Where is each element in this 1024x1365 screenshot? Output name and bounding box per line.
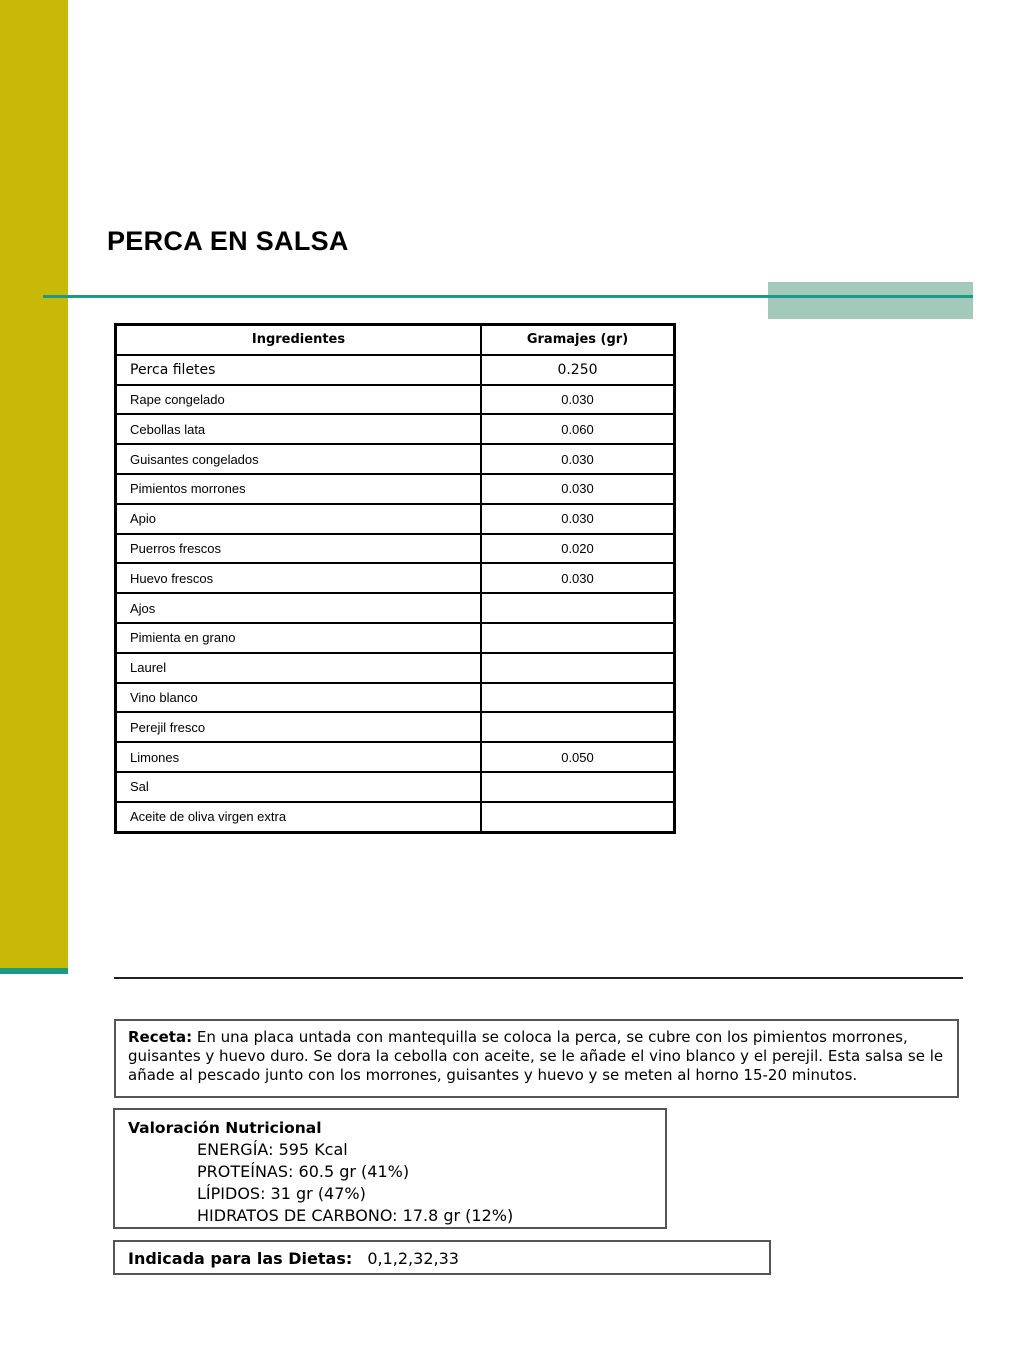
ingredients-table <box>114 323 676 834</box>
recipe-box <box>114 1019 959 1098</box>
table-row <box>116 474 675 504</box>
diets-value: 0,1,2,32,33 <box>367 1249 459 1268</box>
table-row <box>116 414 675 444</box>
ingredient-grams <box>481 712 675 742</box>
table-row <box>116 385 675 415</box>
table-row <box>116 712 675 742</box>
ingredient-name: Guisantes congelados <box>116 444 482 474</box>
ingredient-name: Apio <box>116 504 482 534</box>
sidebar-band-foot <box>0 968 68 974</box>
ingredient-name: Perejil fresco <box>116 712 482 742</box>
table-row <box>116 593 675 623</box>
table-row <box>116 355 675 385</box>
table-row <box>116 742 675 772</box>
ingredient-grams <box>481 683 675 713</box>
ingredient-grams: 0.020 <box>481 534 675 564</box>
ingredient-name: Vino blanco <box>116 683 482 713</box>
ingredient-grams <box>481 623 675 653</box>
page-title: PERCA EN SALSA <box>107 226 349 256</box>
table-row <box>116 444 675 474</box>
nutrition-box <box>113 1108 667 1229</box>
ingredient-name: Huevo frescos <box>116 563 482 593</box>
recipe-label: Receta: <box>128 1028 193 1046</box>
ingredient-name: Ajos <box>116 593 482 623</box>
ingredient-name: Perca filetes <box>116 355 482 385</box>
ingredient-name: Limones <box>116 742 482 772</box>
nutrition-energy: ENERGÍA: 595 Kcal <box>197 1140 348 1159</box>
section-divider <box>114 977 963 979</box>
nutrition-lipids: LÍPIDOS: 31 gr (47%) <box>197 1184 366 1203</box>
ingredient-name: Laurel <box>116 653 482 683</box>
diets-label: Indicada para las Dietas: <box>128 1249 353 1268</box>
ingredient-name: Rape congelado <box>116 385 482 415</box>
ingredient-grams: 0.030 <box>481 474 675 504</box>
ingredient-name: Cebollas lata <box>116 414 482 444</box>
ingredient-grams: 0.030 <box>481 444 675 474</box>
ingredient-grams <box>481 772 675 802</box>
table-row <box>116 563 675 593</box>
table-header-row <box>116 325 675 355</box>
table-row <box>116 772 675 802</box>
recipe-text: En una placa untada con mantequilla se coloca la perca, se cubre con los pimientos morrones, guisantes y huevo duro. Se dora la cebolla con aceite, se le añade el vino blanco y el perejil. Esta salsa se le añade al pescado junto con los morrones, guisantes y huevo y se meten al horno 15-20 minutos. <box>128 1028 944 1084</box>
ingredient-grams: 0.030 <box>481 504 675 534</box>
ingredient-name: Pimienta en grano <box>116 623 482 653</box>
accent-box <box>768 282 973 319</box>
ingredient-grams <box>481 593 675 623</box>
header-ingredients: Ingredientes <box>116 325 482 355</box>
diets-box <box>113 1240 771 1275</box>
ingredient-name: Pimientos morrones <box>116 474 482 504</box>
ingredient-grams: 0.030 <box>481 563 675 593</box>
ingredient-grams: 0.030 <box>481 385 675 415</box>
nutrition-label: Valoración Nutricional <box>128 1119 322 1137</box>
ingredient-grams: 0.050 <box>481 742 675 772</box>
table-row <box>116 504 675 534</box>
ingredient-grams: 0.250 <box>481 355 675 385</box>
nutrition-proteins: PROTEÍNAS: 60.5 gr (41%) <box>197 1162 410 1181</box>
nutrition-carbs: HIDRATOS DE CARBONO: 17.8 gr (12%) <box>197 1206 514 1225</box>
table-row <box>116 683 675 713</box>
header-grams: Gramajes (gr) <box>481 325 675 355</box>
ingredient-grams <box>481 802 675 832</box>
table-row <box>116 802 675 832</box>
ingredient-name: Puerros frescos <box>116 534 482 564</box>
table-row <box>116 653 675 683</box>
table-row <box>116 623 675 653</box>
ingredient-grams: 0.060 <box>481 414 675 444</box>
ingredient-name: Aceite de oliva virgen extra <box>116 802 482 832</box>
ingredient-grams <box>481 653 675 683</box>
sidebar-band <box>0 0 68 968</box>
ingredient-name: Sal <box>116 772 482 802</box>
table-row <box>116 534 675 564</box>
